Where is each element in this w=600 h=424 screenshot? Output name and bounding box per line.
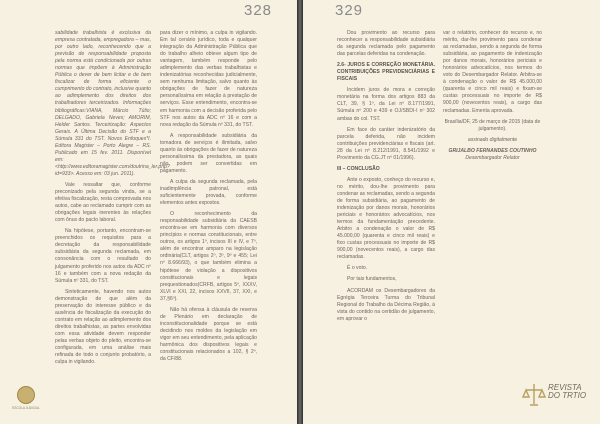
right-page — [303, 0, 600, 424]
text-column-1 — [55, 30, 170, 370]
school-logo — [6, 386, 46, 410]
paragraph: Vale ressaltar que, conforme preconizado pela segunda vinda, se a efetiva fiscalização, resta comprovada nos autos, cabe ao reclamado cumprir com as obrigações legais inerentes às relações com ônus do pacto laboral. — [55, 181, 151, 224]
paragraph: Dou provimento ao recurso para reconhecer a responsabilidade subsidiária da segunda reclamada pelo pagamento das parcelas deferidas na condenação. — [337, 30, 435, 58]
paragraph: A responsabilidade subsidiária da tomadora de serviços é ilimitada, salvo quanto às obrigações de fazer de natureza personalíssima da prestadora, as quais não podem ser convertidas em pagamento. — [160, 132, 257, 174]
left-page — [0, 0, 297, 424]
paragraph: O reconhecimento da responsabilidade subsidiária da CAESB encontra-se em harmonia com diversos princípios e normas constitucionais, entre outros, os artigos 1º, incisos III e IV, e 7º, além de encontrar amparo na legislação ordinária(CLT, artigos 2º, 3º, 9º e 455; Lei nº 8.666/93), o que também elimina a hipótese de violação a dispositivos constitucionais e legais prequestionados(CRFB, artigos 5º, XXXV, XLVI e XXI, 22, incisos XXVII, 37, XXI, e 37,§6º). — [160, 211, 257, 302]
section-heading: 2.6- JUROS E CORREÇÃO MONETÁRIA. CONTRIBUIÇÕES PREVIDENCIÁRIAS E FISCAIS — [337, 62, 435, 83]
page-number: 329 — [335, 2, 364, 19]
logo-caption: ESCOLA JUDICIAL — [12, 406, 40, 410]
paragraph: A culpa da segunda reclamada, pela inadimplência patronal, está suficientemente provada, conforme elementos antes expostos. — [160, 178, 257, 207]
paragraph: Incidem juros de mora e correção monetária na forma dos artigos 883 da CLT, 39, § 1º, da Lei nº 8.177/1991, Súmula nº 200 e 439 e OJ/SBDI-I nº 302 ambas do col. TST. — [337, 87, 435, 122]
date-line: Brasília/DF, 25 de março de 2015 (data de julgamento). — [444, 118, 541, 132]
journal-logo-text — [548, 384, 586, 400]
paragraph: É o voto. — [347, 265, 368, 272]
journal-logo — [522, 378, 594, 418]
paragraph: Na hipótese, portanto, encontram-se preenchidos os requisitos para a decretação da responsabilidade subsidiária da segunda reclamada, em consonância com o resultado do julgamento proferido nos autos da ADC nº 16 e também com a nova redação da Súmula nº 331, do TST. — [55, 228, 151, 284]
paragraph: Em face do caráter indenizatório da parcela deferida, não incidem contribuições previdenciárias e fiscais (art. 28 da Lei nº 8.212/1991, 8.541/1992 e Provimento da CG.JT nº 01/1996). — [337, 126, 435, 161]
paragraph: sabilidade trabalhista é exclusiva da empresa contratada, empregadora – mas, por outro lado, reconhecendo que a previsão de responsabilidade proposta pela norma está condicionada por outras normas que impõem à Administração Pública o dever de bem licitar e de bem fiscalizar de forma eficiente o cumprimento do contrato, inclusive quanto ao adimplemento dos direitos dos trabalhadores terceirizados. Informações bibliográficas:VIANA, Márcio Túlio; DELGADO, Gabriela Neves; AMORIM, Helder Santos. Terceirização: Aspectos Gerais. A Última Decisão do STF e a Súmula 331 do TST. Novos Enfoques*I. Editora Magister – Porto Alegre – RS. Publicado em 15 fev. 2011. Disponível em: <http://www.editoramagister.com/doutrina_ler.php?id=933>. Acesso em: 03 jun. 2011). — [55, 30, 170, 177]
page-number: 328 — [244, 2, 273, 19]
text-column-2 — [160, 30, 257, 367]
signature-note: assinado digitalmente — [467, 136, 518, 143]
seal-icon — [17, 386, 35, 404]
scales-icon — [522, 382, 546, 408]
paragraph: Sinteticamente, havendo nos autos demonstração de que além da preservação do interesse público e da ausência de fiscalização da execução do contrato em relação ao adimplemento dos direitos trabalhistas, as partes envolvidas com essa atividade devem responder pelas verbas objeto do pleito, encontra-se configurada, em uma análise mais refinada de todo o conjunto probatório, a culpa in vigilando. — [55, 288, 151, 366]
paragraph: var o relatório, conhecer do recurso e, no mérito, dar-lhe provimento para condenar as reclamadas, sendo a segunda de forma subsidiária, ao pagamento de indenização por danos morais, honorários periciais e honorários advocatícios, nos termos do voto do Desembargador Relator. Arbitra-se à condenação o valor de R$ 45.000,00 (quarenta e cinco mil reais) e fixam-se custas processuais no importe de R$ 900,00 (novecentos reais), a cargo das reclamadas. Ementa aprovada. — [443, 30, 542, 114]
signer-title: Desembargador Relator — [465, 154, 520, 161]
paragraph: Por tais fundamentos, — [347, 276, 397, 283]
paragraph: Não há ofensa à cláusula de reserva de Plenário em declaração de inconstitucionalidade porque se está decidindo nos moldes da legislação em vigor em seu entendimento, pela aplicação harmônica dos dispositivos legais e constitucionais relacionados a 102, § 2º, da CF/88. — [160, 306, 257, 363]
text-column-4 — [443, 30, 542, 166]
signer-name: GRIJALBO FERNANDES COUTINHO — [448, 147, 537, 154]
section-heading: III – CONCLUSÃO — [337, 165, 380, 172]
logo-line-2: DO TRTIO — [548, 391, 587, 400]
paragraph: para dizer o mínimo, a culpa in vigilando. Em tal cenário jurídico, toda e qualquer integração da Administração Pública que do trabalho alheio obteve algum tipo de vantagem, também responde pelo adimplemento das verbas trabalhistas e indenizatórias reconhecidas judicialmente, sem nenhuma limitação, salvo quanto às obrigações de fazer de natureza personalíssima em relação à prestação de serviços. Esse entendimento, encontra-se em harmonia com a decisão proferida pelo STF nos autos da ADC nº 16 e com a nova redação da Súmula nº 331, do TST. — [160, 30, 257, 128]
text-column-3 — [337, 30, 435, 327]
logo-line-1: REVISTA — [548, 383, 582, 392]
paragraph: ACORDAM os Desembargadores da Egrégia Terceira Turma do Tribunal Regional do Trabalho da Décima Região, à vista do contido na certidão de julgamento, em aprovar o — [337, 287, 435, 322]
paragraph: Ante o exposto, conheço do recurso e, no mérito, dou-lhe provimento para condenar as reclamadas, sendo a segunda de forma subsidiária, ao pagamento de indenização por danos morais, honorários periciais e honorários advocatícios, nos termos da fundamentação precedente. Arbitro a condenação o valor de R$ 45.000,00 (quarenta e cinco mil reais) e fixo custas processuais no importe de R$ 900,00 (novecentos reais), a cargo das reclamadas. — [337, 176, 435, 261]
